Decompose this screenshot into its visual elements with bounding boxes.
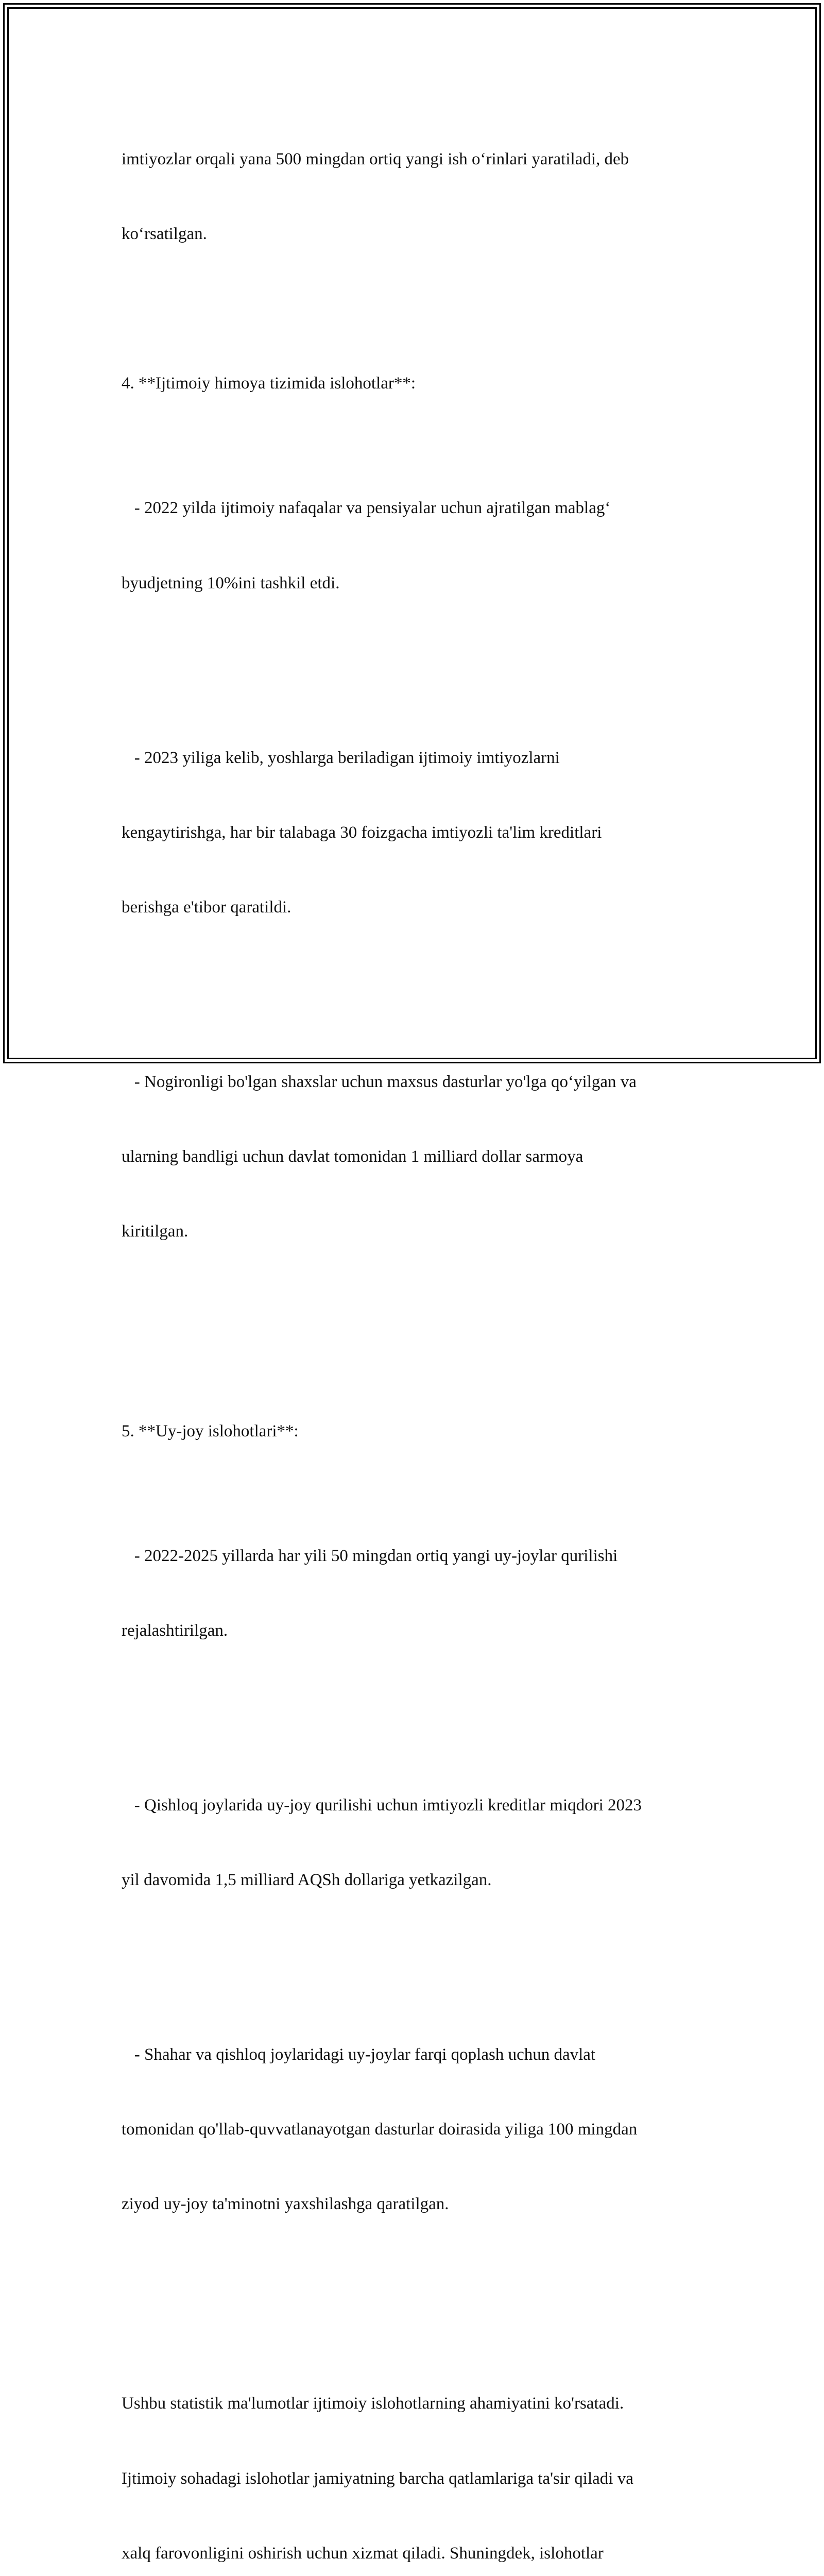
section-4 — [122, 321, 714, 1344]
text-line: ularning bandligi uchun davlat tomonidan 1 milliard dollar sarmoya — [122, 1147, 583, 1166]
list-item — [122, 1020, 714, 1294]
text-line: - 2022 yilda ijtimoiy nafaqalar va pensiyalar uchun ajratilgan mablag‘ — [122, 499, 611, 518]
list-item — [122, 1494, 714, 1693]
list-item — [122, 1743, 714, 1942]
list-item — [122, 446, 714, 646]
text-line: - Nogironligi bo'lgan shaxslar uchun maxsus dasturlar yo'lga qo‘yilgan va — [122, 1072, 637, 1091]
text-line: rejalashtirilgan. — [122, 1621, 228, 1640]
text-line: ziyod uy-joy ta'minotni yaxshilashga qaratilgan. — [122, 2195, 449, 2214]
text-line: imtiyozlar orqali yana 500 mingdan ortiq yangi ish o‘rinlari yaratiladi, deb — [122, 149, 629, 168]
text-line: - 2023 yiliga kelib, yoshlarga beriladigan ijtimoiy imtiyozlarni — [122, 748, 560, 767]
list-item — [122, 696, 714, 970]
text-line: Ijtimoiy sohadagi islohotlar jamiyatning barcha qatlamlariga ta'sir qiladi va — [122, 2469, 633, 2488]
text-line: ko‘rsatilgan. — [122, 225, 207, 244]
section-heading: 5. **Uy-joy islohotlari**: — [122, 1421, 299, 1440]
text-line: yil davomida 1,5 milliard AQSh dollariga yetkazilgan. — [122, 1870, 492, 1889]
section-heading: 4. **Ijtimoiy himoya tizimida islohotlar**: — [122, 374, 416, 393]
text-line: - Qishloq joylarida uy-joy qurilishi uchun imtiyozli kreditlar miqdori 2023 — [122, 1795, 642, 1815]
text-line: tomonidan qo'llab-quvvatlanayotgan dasturlar doirasida yiliga 100 mingdan — [122, 2120, 638, 2139]
section-5 — [122, 1369, 714, 2316]
intro-paragraph — [122, 97, 714, 296]
text-line: Ushbu statistik ma'lumotlar ijtimoiy islohotlarning ahamiyatini ko'rsatadi. — [122, 2394, 624, 2413]
conclusion-paragraph — [122, 2342, 714, 2576]
paragraph-gap — [122, 2316, 714, 2341]
text-line: - Shahar va qishloq joylaridagi uy-joylar farqi qoplash uchun davlat — [122, 2045, 596, 2064]
text-line: berishga e'tibor qaratildi. — [122, 897, 291, 917]
document-body — [122, 97, 714, 2576]
text-line: - 2022-2025 yillarda har yili 50 mingdan ortiq yangi uy-joylar qurilishi — [122, 1546, 618, 1565]
list-item — [122, 1992, 714, 2266]
text-line: byudjetning 10%ini tashkil etdi. — [122, 573, 340, 592]
paragraph-gap — [122, 1344, 714, 1368]
paragraph-gap — [122, 296, 714, 321]
text-line: xalq farovonligini oshirish uchun xizmat qiladi. Shuningdek, islohotlar — [122, 2544, 604, 2563]
text-line: kengaytirishga, har bir talabaga 30 foizgacha imtiyozli ta'lim kreditlari — [122, 823, 602, 842]
text-line: kiritilgan. — [122, 1222, 188, 1241]
